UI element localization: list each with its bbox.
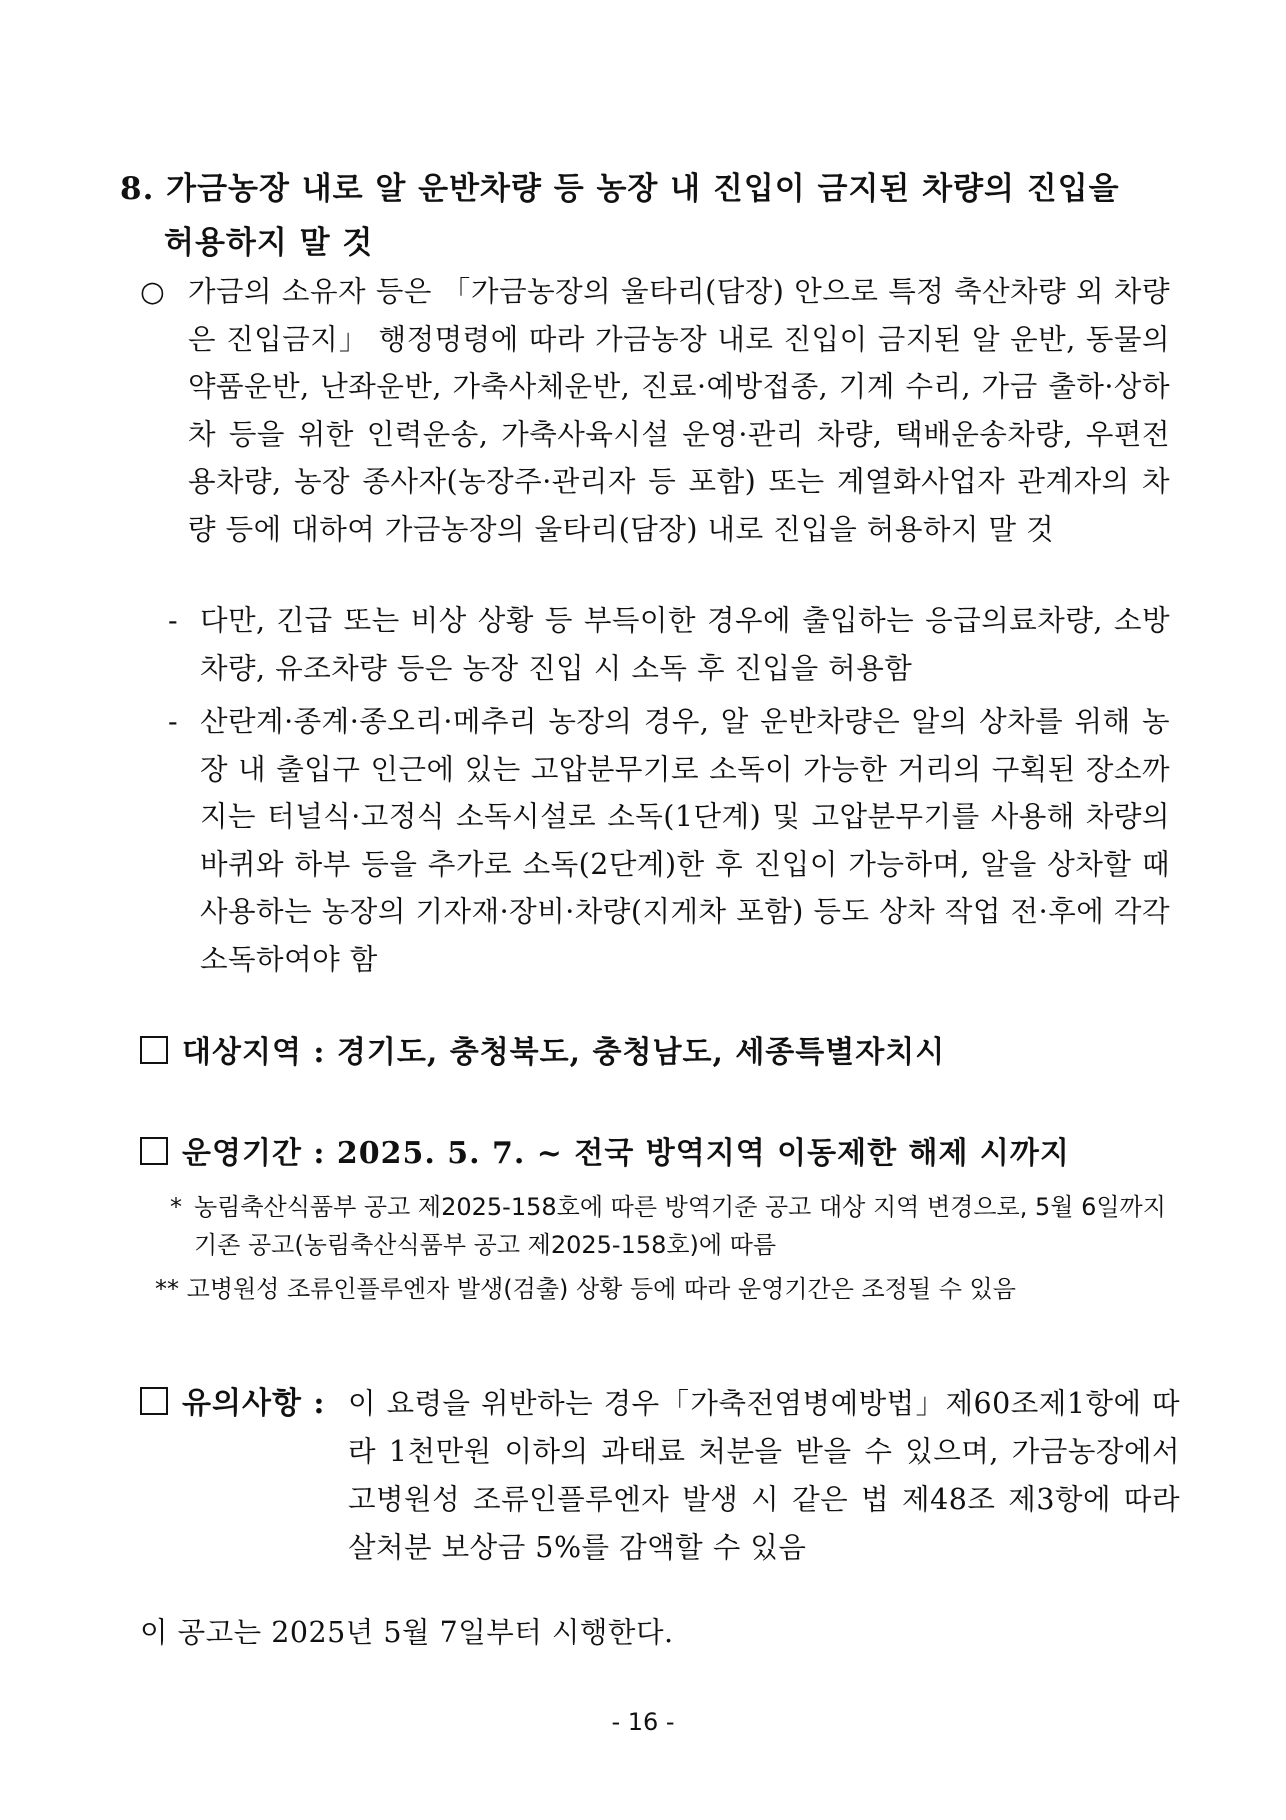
operation-period-text: 운영기간 : 2025. 5. 7. ~ 전국 방역지역 이동제한 해제 시까지 — [182, 1136, 1070, 1171]
dash-bullet: - — [168, 705, 179, 738]
footnote-asterisk: * — [170, 1193, 182, 1221]
dash-list-item-egg-vehicle — [168, 698, 1170, 983]
footnote-1-text: 농림축산식품부 공고 제2025-158호에 따른 방역기준 공고 대상 지역 변경으로, 5월 6일까지 기존 공고(농림축산식품부 공고 제2025-158호)에 따름 — [194, 1193, 1166, 1259]
target-area-line — [140, 1030, 1180, 1076]
circle-bullet: ○ — [140, 275, 166, 308]
dash-item-text: 산란계·종계·종오리·메추리 농장의 경우, 알 운반차량은 알의 상차를 위해 농장 내 출입구 인근에 있는 고압분무기로 소독이 가능한 거리의 구획된 장소까지는 터널식·고정식 소독시설로 소독(1단계) 및 고압분무기를 사용해 차량의 바퀴와 하부 등을 추가로 소독(2단계)한 후 진입이 가능하며, 알을 상차할 때 사용하는 농장의 기자재·장비·차량(지게차 포함) 등도 상차 작업 전·후에 각각 소독하여야 함 — [200, 705, 1170, 976]
section-8-heading-line2: 허용하지 말 것 — [164, 225, 374, 261]
dash-bullet: - — [168, 604, 179, 637]
effective-date-statement: 이 공고는 2025년 5월 7일부터 시행한다. — [140, 1616, 674, 1649]
circle-list-item — [140, 268, 1170, 553]
caution-text: 이 요령을 위반하는 경우「가축전염병예방법」제60조제1항에 따라 1천만원 이하의 과태료 처분을 받을 수 있으며, 가금농장에서 고병원성 조류인플루엔자 발생 시 같은 법 제48조 제3항에 따라 살처분 보상금 5%를 감액할 수 있음 — [348, 1387, 1180, 1564]
dash-list-item-emergency — [168, 597, 1170, 692]
target-area-text: 대상지역 : 경기도, 충청북도, 충청남도, 세종특별자치시 — [182, 1035, 946, 1070]
section-8-heading-line1: 8. 가금농장 내로 알 운반차량 등 농장 내 진입이 금지된 차량의 진입을 — [120, 171, 1120, 207]
caution-label — [140, 1380, 325, 1428]
checkbox-square-icon — [140, 1036, 168, 1064]
caution-block — [140, 1380, 1180, 1572]
checkbox-square-icon — [140, 1137, 168, 1165]
period-footnote-2 — [155, 1270, 1170, 1308]
page-number: - 16 - — [611, 1708, 675, 1736]
checkbox-square-icon — [140, 1387, 168, 1415]
circle-item-text: 가금의 소유자 등은 「가금농장의 울타리(담장) 안으로 특정 축산차량 외 차량은 진입금지」 행정명령에 따라 가금농장 내로 진입이 금지된 알 운반, 동물의약품운반, 난좌운반, 가축사체운반, 진료·예방접종, 기계 수리, 가금 출하·상하차 등을 위한 인력운송, 가축사육시설 운영·관리 차량, 택배운송차량, 우편전용차량, 농장 종사자(농장주·관리자 등 포함) 또는 계열화사업자 관계자의 차량 등에 대하여 가금농장의 울타리(담장) 내로 진입을 허용하지 말 것 — [188, 275, 1170, 546]
period-footnote-1 — [170, 1188, 1170, 1264]
footnote-2-text: ** 고병원성 조류인플루엔자 발생(검출) 상황 등에 따라 운영기간은 조정될 수 있음 — [155, 1275, 1016, 1303]
operation-period-line — [140, 1131, 1180, 1177]
caution-label-text: 유의사항 : — [182, 1386, 326, 1421]
section-8-heading — [120, 162, 1170, 270]
dash-item-text: 다만, 긴급 또는 비상 상황 등 부득이한 경우에 출입하는 응급의료차량, 소방차량, 유조차량 등은 농장 진입 시 소독 후 진입을 허용함 — [200, 604, 1170, 685]
